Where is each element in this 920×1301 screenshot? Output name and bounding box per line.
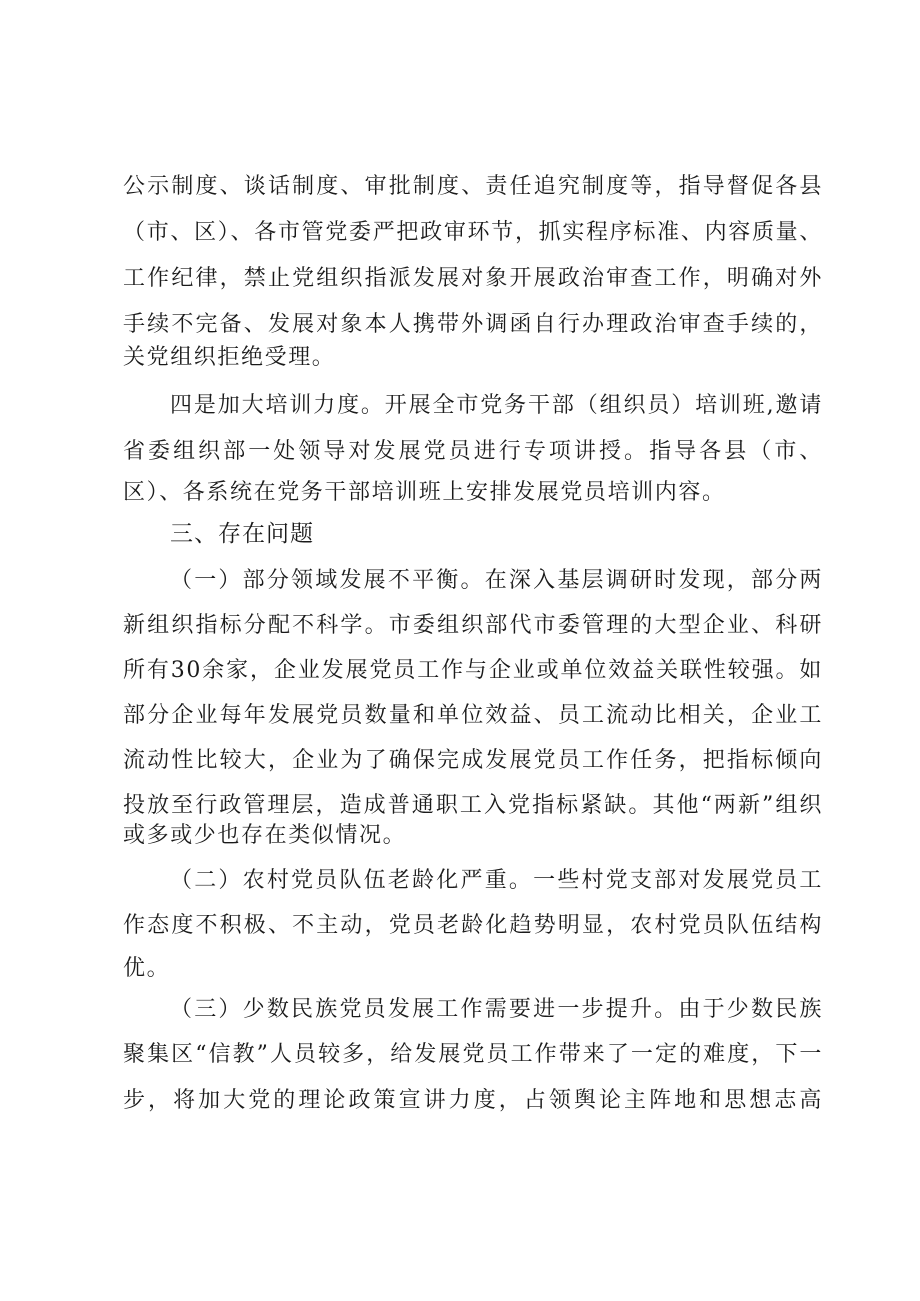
text-line: 流动性比较大，企业为了确保完成发展党员工作任务，把指标倾向 bbox=[123, 748, 823, 773]
text-line: 所有30余家，企业发展党员工作与企业或单位效益关联性较强。如 bbox=[123, 658, 823, 683]
text-line: （市、区）、各市管党委严把政审环节，抓实程序标准、内容质量、 bbox=[123, 220, 823, 245]
text-line: （三）少数民族党员发展工作需要进一步提升。由于少数民族 bbox=[170, 997, 823, 1022]
text-line: 手续不完备、发展对象本人携带外调函自行办理政治审查手续的， bbox=[123, 312, 823, 337]
text-line: 部分企业每年发展党员数量和单位效益、员工流动比相关，企业工 bbox=[123, 703, 823, 728]
text-line: （一）部分领域发展不平衡。在深入基层调研时发现，部分两 bbox=[170, 568, 823, 593]
text-line: 新组织指标分配不科学。市委组织部代市委管理的大型企业、科研 bbox=[123, 613, 823, 638]
text-line: 或多或少也存在类似情况。 bbox=[123, 823, 407, 848]
text-line: 优。 bbox=[123, 956, 171, 981]
text-line: 工作纪律，禁止党组织指派发展对象开展政治审查工作，明确对外 bbox=[123, 266, 823, 291]
section-heading: 三、存在问题 bbox=[170, 521, 314, 547]
text-line: 聚集区“信教”人员较多，给发展党员工作带来了一定的难度，下一 bbox=[123, 1042, 823, 1067]
text-line: 省委组织部一处领导对发展党员进行专项讲授。指导各县（市、 bbox=[123, 439, 823, 464]
text-line: 投放至行政管理层，造成普通职工入党指标紧缺。其他“两新”组织 bbox=[123, 793, 823, 818]
text-line: 公示制度、谈话制度、审批制度、责任追究制度等，指导督促各县 bbox=[123, 174, 823, 199]
text-line: 四是加大培训力度。开展全市党务干部（组织员）培训班,邀请 bbox=[170, 393, 823, 418]
text-line: 作态度不积极、不主动，党员老龄化趋势明显，农村党员队伍结构 bbox=[123, 913, 823, 938]
text-line: 关党组织拒绝受理。 bbox=[123, 345, 336, 370]
text-line: 步，将加大党的理论政策宣讲力度，占领舆论主阵地和思想志高 bbox=[123, 1088, 823, 1113]
text-line: 区）、各系统在党务干部培训班上安排发展党员培训内容。 bbox=[123, 480, 726, 505]
text-line: （二）农村党员队伍老龄化严重。一些村党支部对发展党员工 bbox=[170, 868, 823, 893]
